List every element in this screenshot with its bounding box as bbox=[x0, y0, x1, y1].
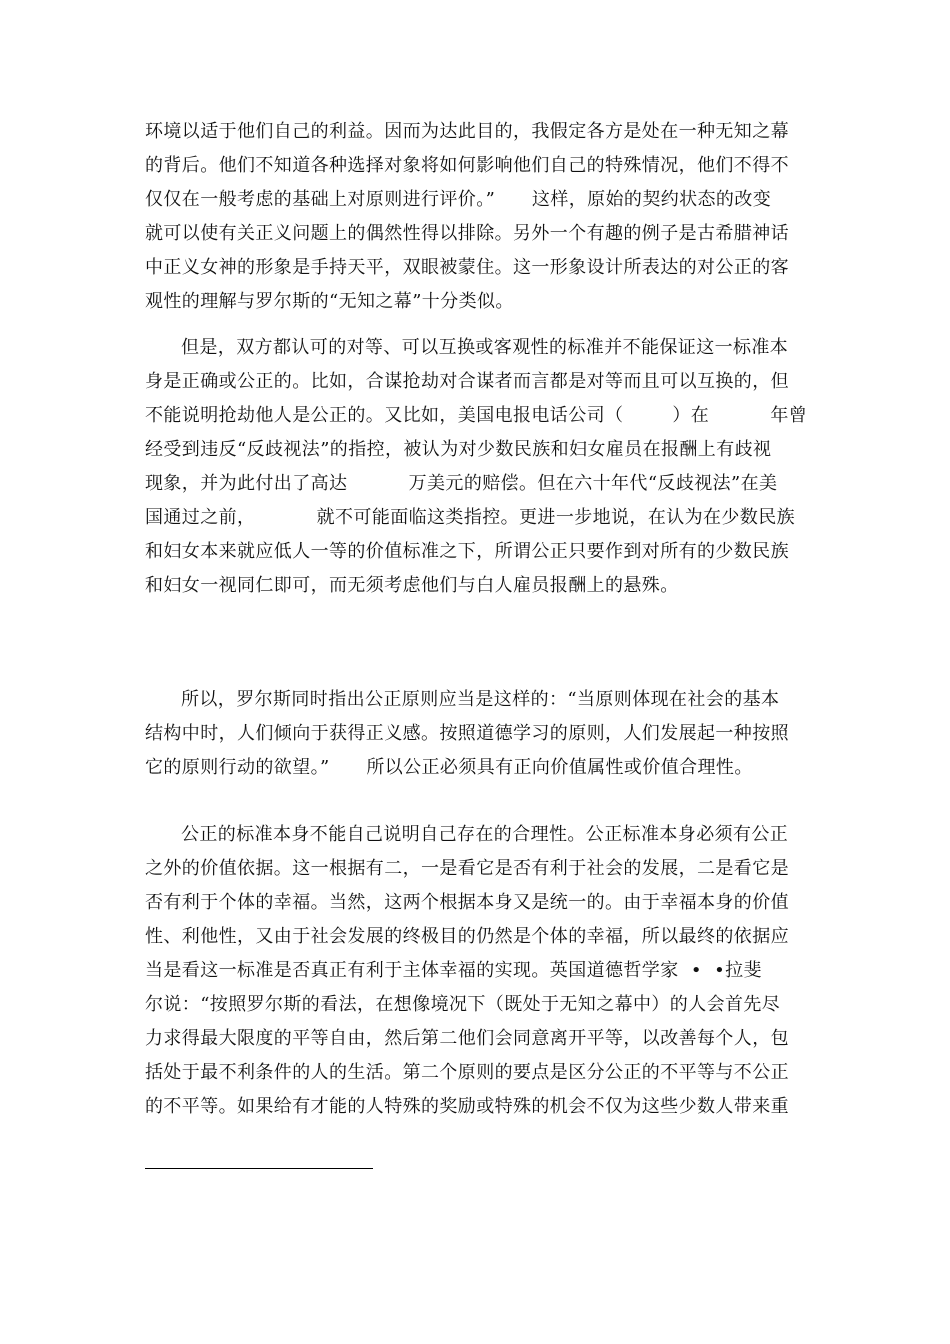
text-line: 仅仅在一般考虑的基础上对原则进行评价。” 这样，原始的契约状态的改变 bbox=[145, 189, 772, 210]
text-line: 当是看这一标准是否真正有利于主体幸福的实现。英国道德哲学家 • •拉斐 bbox=[145, 960, 762, 981]
text-line: 它的原则行动的欲望。” 所以公正必须具有正向价值属性或价值合理性。 bbox=[145, 757, 753, 778]
paragraph-veil-of-ignorance bbox=[145, 115, 810, 319]
text-line: 不能说明抢劫他人是公正的。又比如，美国电报电话公司（ ）在 年曾 bbox=[145, 405, 808, 426]
text-line: 环境以适于他们自己的利益。因而为达此目的，我假定各方是处在一种无知之幕 bbox=[145, 121, 789, 142]
text-line: 结构中时，人们倾向于获得正义感。按照道德学习的原则，人们发展起一种按照 bbox=[145, 723, 789, 744]
text-line: 现象，并为此付出了高达 万美元的赔偿。但在六十年代“反歧视法”在美 bbox=[145, 473, 778, 494]
text-line: 公正的标准本身不能自己说明自己存在的合理性。公正标准本身必须有公正 bbox=[181, 824, 789, 845]
paragraph-objectivity-standard bbox=[145, 331, 810, 603]
text-line: 尔说：“按照罗尔斯的看法，在想像境况下（既处于无知之幕中）的人会首先尽 bbox=[145, 994, 781, 1015]
text-line: 所以，罗尔斯同时指出公正原则应当是这样的：“当原则体现在社会的基本 bbox=[181, 689, 780, 710]
footnote-separator-line bbox=[145, 1168, 373, 1169]
text-line: 的背后。他们不知道各种选择对象将如何影响他们自己的特殊情况，他们不得不 bbox=[145, 155, 789, 176]
text-line: 和妇女一视同仁即可，而无须考虑他们与白人雇员报酬上的悬殊。 bbox=[145, 575, 679, 596]
text-line: 就可以使有关正义问题上的偶然性得以排除。另外一个有趣的例子是古希腊神话 bbox=[145, 223, 789, 244]
text-line: 经受到违反“反歧视法”的指控，被认为对少数民族和妇女雇员在报酬上有歧视 bbox=[145, 439, 772, 460]
paragraph-rawls-principle bbox=[145, 683, 810, 785]
text-line: 身是正确或公正的。比如，合谋抢劫对合谋者而言都是对等而且可以互换的，但 bbox=[145, 371, 789, 392]
text-line: 括处于最不利条件的人的生活。第二个原则的要点是区分公正的不平等与不公正 bbox=[145, 1062, 789, 1083]
text-line: 但是，双方都认可的对等、可以互换或客观性的标准并不能保证这一标准本 bbox=[181, 337, 789, 358]
text-line: 和妇女本来就应低人一等的价值标准之下，所谓公正只要作到对所有的少数民族 bbox=[145, 541, 789, 562]
text-line: 的不平等。如果给有才能的人特殊的奖励或特殊的机会不仅为这些少数人带来重 bbox=[145, 1096, 789, 1117]
text-line: 之外的价值依据。这一根据有二，一是看它是否有利于社会的发展，二是看它是 bbox=[145, 858, 789, 879]
text-line: 性、利他性，又由于社会发展的终极目的仍然是个体的幸福，所以最终的依据应 bbox=[145, 926, 789, 947]
paragraph-value-basis bbox=[145, 818, 810, 1124]
text-line: 中正义女神的形象是手持天平，双眼被蒙住。这一形象设计所表达的对公正的客 bbox=[145, 257, 789, 278]
text-line: 力求得最大限度的平等自由，然后第二他们会同意离开平等，以改善每个人，包 bbox=[145, 1028, 789, 1049]
text-line: 国通过之前， 就不可能面临这类指控。更进一步地说，在认为在少数民族 bbox=[145, 507, 796, 528]
text-line: 否有利于个体的幸福。当然，这两个根据本身又是统一的。由于幸福本身的价值 bbox=[145, 892, 789, 913]
text-line: 观性的理解与罗尔斯的“无知之幕”十分类似。 bbox=[145, 291, 514, 312]
